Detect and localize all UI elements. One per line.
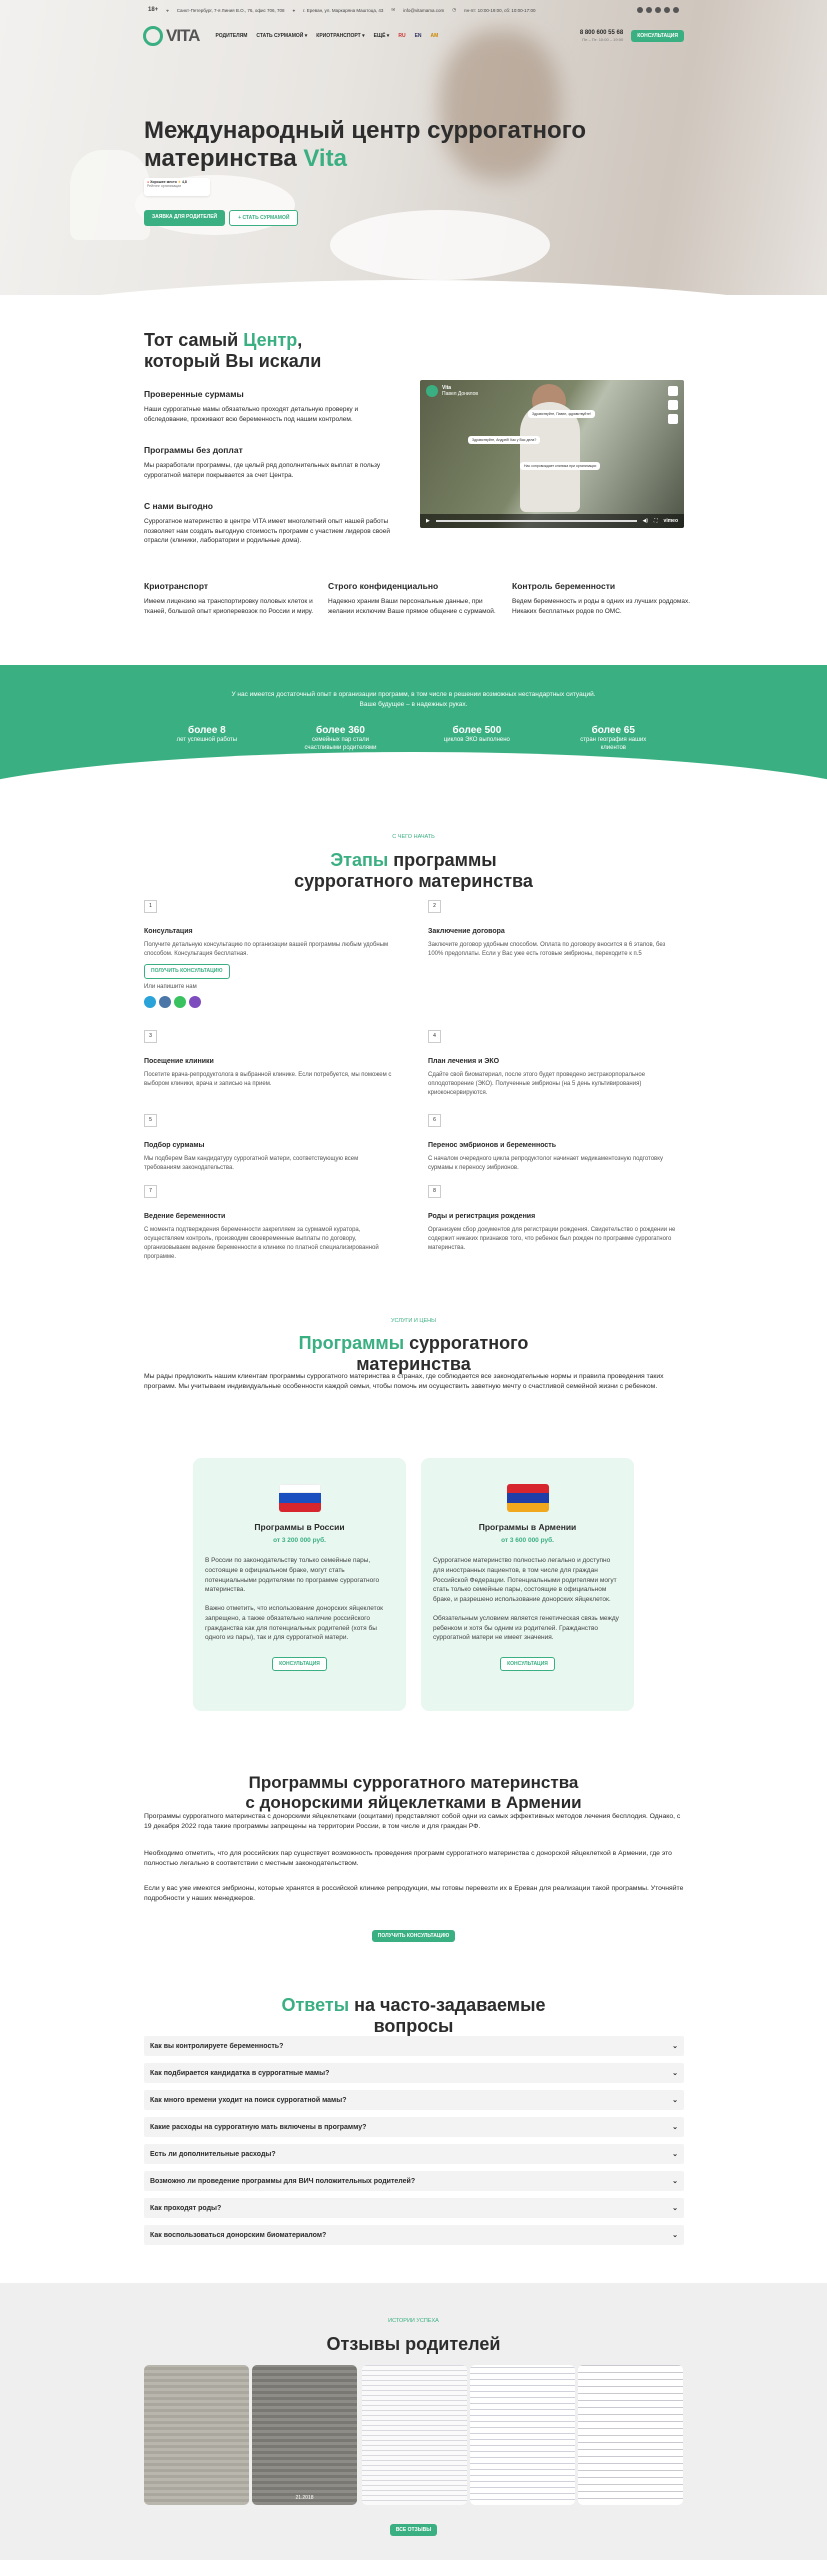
youtube-icon[interactable] [673, 7, 679, 13]
address-spb[interactable]: Санкт-Петербург, 7-я Линия В.О., 76, офис 706, 708 [176, 7, 285, 13]
viber-icon[interactable] [189, 996, 201, 1008]
stat-years: более 8 лет успешной работы [176, 725, 238, 743]
feature-pregnancy: Контроль беременности Ведем беременность и роды в одних из лучших роддомах. Никаких бесплатных родов по ОМС. [512, 581, 691, 615]
chevron-down-icon: ⌄ [672, 2232, 678, 2239]
phone-block[interactable]: 8 800 600 55 68 Пн – Пт: 10:00 – 19:00 [579, 29, 624, 43]
clock-icon[interactable] [668, 400, 678, 410]
program-card-armenia: Программы в Армении от 3 600 000 руб. Суррогатное материнство полностью легально и доступно для иностранных пациентов, в том числе для граждан Российской Федерации. Потенциальными родителями могут стать только семейные пары, состоящие в официальном браке, и разрешено использование донорских яйцеклеток. Обязательным условием является генетическая связь между ребенком и хотя бы одним из родителей. Гражданство суррогатной матери не имеет значения. КОНСУЛЬТАЦИЯ [421, 1458, 634, 1711]
stage-7: 7 Ведение беременности С момента подтверждения беременности закрепляем за сурмамой куратора, осуществляем контроль, производим своевременные выплаты по договору, организовываем ведение беременности в клинике по платной специализированной программе. [144, 1185, 394, 1262]
fullscreen-icon[interactable]: ⛶ [654, 518, 658, 524]
reviews-title: Отзывы родителей [326, 2334, 501, 2354]
review-image[interactable] [470, 2365, 575, 2505]
hero-title: Международный центр суррогатного материнства Vita [144, 117, 587, 173]
program-card-russia: Программы в России от 3 200 000 руб. В России по законодательству только семейные пары, состоящие в официальном браке, могут стать потенциальными родителями по программе суррогатного материнства. Важно отметить, что использование донорских яйцеклеток запрещено, а также обязательно наличие российского гражданства как для потенциальных родителей (хотя бы одного из пары), так и для суррогатной матери. КОНСУЛЬТАЦИЯ [193, 1458, 406, 1711]
faq-item[interactable]: Возможно ли проведение программы для ВИЧ положительных родителей? ⌄ [144, 2171, 684, 2191]
review-image[interactable] [144, 2365, 249, 2505]
video-progress[interactable] [436, 520, 637, 522]
pin-icon: ⌖ [292, 7, 296, 13]
nav-item-cryo[interactable]: КРИОТРАНСПОРТ ▾ [316, 33, 365, 39]
stage-6: 6 Перенос эмбрионов и беременность С началом очередного цикла репродуктолог начинает медикаментозную подготовку сурмамы к переносу эмбрионов. [428, 1114, 678, 1173]
faq-item[interactable]: Как много времени уходит на поиск суррогатной мамы? ⌄ [144, 2090, 684, 2110]
top-bar [0, 0, 827, 20]
stage-8: 8 Роды и регистрация рождения Организуем сбор документов для регистрации рождения. Свидетельство о рождении не содержит никаких признаков того, что ребенок был рожден по программе суррогатного материнства. [428, 1185, 678, 1253]
feature-verified: Проверенные сурмамы Наши суррогатные мамы обязательно проходят детальную проверку и обследование, проживают всю беременность под нашим контролем. [144, 389, 359, 423]
lang-en[interactable]: EN [414, 33, 422, 39]
donor-paragraph-3: Если у вас уже имеются эмбрионы, которые хранятся в российской клинике репродукции, мы готовы перевезти их в Ереван для реализации такой программы. Уточняйте подробности у наших менеджеров. [144, 1885, 684, 1903]
donor-title: Программы суррогатного материнства с донорскими яйцеклетками в Армении [245, 1773, 582, 1812]
feature-confidential: Строго конфиденциально Надежно храним Ваши персональные данные, при желании исключим Ваше прямое общение с сурмамой. [328, 581, 496, 615]
stage-1: 1 Консультация Получите детальную консультацию по организации вашей программы любым удобным способом. Консультация бесплатная. ПОЛУЧИТЬ КОНСУЛЬТАЦИЮ Или напишите нам [144, 900, 394, 1008]
logo-icon [143, 26, 163, 46]
reviews-kicker: ИСТОРИИ УСПЕХА [388, 2318, 439, 2324]
lang-ru[interactable]: RU [398, 33, 406, 39]
become-surrogate-button[interactable]: + СТАТЬ СУРМАМОЙ [229, 210, 298, 226]
lang-am[interactable]: AM [430, 33, 439, 39]
share-icon[interactable] [668, 414, 678, 424]
video-player[interactable]: Vita Павел Донилов Здравствуйте, Павел, здравствуйте! Здравствуйте, Андрей! Как у Вас дела? Нас сопровождает клиника при организации ▶ ◀) ⛶ vimeo [420, 380, 684, 528]
mail-icon: ✉ [391, 7, 396, 12]
clock-icon: ◷ [452, 7, 457, 12]
faq-item[interactable]: Как воспользоваться донорским биоматериалом? ⌄ [144, 2225, 684, 2245]
volume-icon[interactable]: ◀) [642, 518, 649, 524]
feature-cryo: Криотранспорт Имеем лицензию на транспортировку половых клеток и тканей, большой опыт криоперевозок по России и миру. [144, 581, 314, 615]
review-image[interactable] [362, 2365, 467, 2505]
armenia-consult-button[interactable]: КОНСУЛЬТАЦИЯ [500, 1657, 555, 1671]
armenia-flag-icon [507, 1484, 549, 1512]
faq-item[interactable]: Какие расходы на суррогатную мать включены в программу? ⌄ [144, 2117, 684, 2137]
whatsapp-icon[interactable] [655, 7, 661, 13]
vk-icon[interactable] [646, 7, 652, 13]
consult-button[interactable]: КОНСУЛЬТАЦИЯ [631, 30, 684, 42]
logo[interactable]: VITA [143, 26, 199, 46]
faq-item[interactable]: Как вы контролируете беременность? ⌄ [144, 2036, 684, 2056]
stage-3: 3 Посещение клиники Посетите врача-репродуктолога в выбранной клинике. Если потребуется, мы поможем с выбором клиники, врача и записью на прием. [144, 1030, 394, 1089]
whatsapp-icon[interactable] [174, 996, 186, 1008]
programs-intro: Мы рады предложить нашим клиентам программы суррогатного материнства в странах, где соблюдается все законодательные нормы и правила проведения таких программ. Мы учитываем индивидуальные особенности каждой семьи, чтобы помочь им осуществить заветную мечту о счастливой семейной жизни с ребенком. [144, 1373, 664, 1391]
faq-title: Ответы на часто-задаваемые вопросы [281, 1995, 546, 2036]
video-controls: ▶ ◀) ⛶ vimeo [420, 514, 684, 528]
chevron-down-icon: ⌄ [672, 2178, 678, 2185]
chevron-down-icon: ⌄ [672, 2205, 678, 2212]
stats [145, 725, 685, 753]
chevron-down-icon: ⌄ [672, 2124, 678, 2131]
russia-flag-icon [279, 1484, 321, 1512]
donor-consult-button[interactable]: ПОЛУЧИТЬ КОНСУЛЬТАЦИЮ [372, 1930, 456, 1942]
feature-no-extra: Программы без доплат Мы разработали программы, где целый ряд дополнительных выплат в пользу суррогатной матери покрывается за счет Центра. [144, 445, 381, 479]
band-text: У нас имеется достаточный опыт в организации программ, в том числе в решении возможных нестандартных ситуаций. Ваше будущее – в надежных руках. [231, 691, 596, 708]
nav-item-surrogate[interactable]: СТАТЬ СУРМАМОЙ ▾ [256, 33, 308, 39]
chevron-down-icon: ⌄ [672, 2070, 678, 2077]
faq-item[interactable]: Как проходят роды? ⌄ [144, 2198, 684, 2218]
programs-title: Программы суррогатного материнства [298, 1333, 529, 1374]
programs-kicker: УСЛУГИ И ЦЕНЫ [391, 1318, 436, 1324]
main-nav [0, 20, 827, 52]
vk-icon[interactable] [159, 996, 171, 1008]
stage-5: 5 Подбор сурмамы Мы подберем Вам кандидатуру суррогатной матери, соответствующую всем требованиям законодательства. [144, 1114, 394, 1173]
stages-title: Этапы программы суррогатного материнства [294, 850, 533, 891]
review-image[interactable]: 21.2018 [252, 2365, 357, 2505]
play-icon[interactable]: ▶ [426, 518, 430, 524]
stat-countries: более 65 стран география наших клиентов [580, 725, 647, 752]
rating-badge[interactable]: ● Хорошее место ★ 4,8 Рейтинг организации [144, 178, 210, 196]
pin-icon: ⌖ [166, 7, 169, 13]
telegram-icon[interactable] [144, 996, 156, 1008]
parents-request-button[interactable]: ЗАЯВКА ДЛЯ РОДИТЕЛЕЙ [144, 210, 225, 226]
stage-consult-button[interactable]: ПОЛУЧИТЬ КОНСУЛЬТАЦИЮ [144, 964, 230, 980]
stat-cycles: более 500 циклов ЭКО выполнено [443, 725, 510, 743]
like-icon[interactable] [668, 386, 678, 396]
chevron-down-icon: ⌄ [672, 2097, 678, 2104]
age-label: 18+ [148, 7, 159, 13]
faq-item[interactable]: Как подбирается кандидатка в суррогатные мамы? ⌄ [144, 2063, 684, 2083]
all-reviews-button[interactable]: ВСЕ ОТЗЫВЫ [390, 2524, 437, 2536]
faq-item[interactable]: Есть ли дополнительные расходы? ⌄ [144, 2144, 684, 2164]
feature-profitable: С нами выгодно Суррогатное материнство в центре VITA имеет многолетний опыт нашей работы позволяет нам создать выгодную стоимость программ с участием лидеров своей отрасли (клиники, лаборатории и родильные дома). [144, 501, 391, 545]
viber-icon[interactable] [664, 7, 670, 13]
donor-paragraph-2: Необходимо отметить, что для российских пар существует возможность проведения программ суррогатного материнства с донорской яйцеклеткой в Армении, где это полностью легально в соответствии с местным законодательством. [144, 1850, 672, 1868]
stage-4: 4 План лечения и ЭКО Сдайте свой биоматериал, после этого будет проведено экстракорпоральное оплодотворение (ЭКО). Полученные эмбрионы (на 5 день культивирования) криоконсервируются. [428, 1030, 678, 1098]
nav-item-more[interactable]: ЕЩЁ ▾ [373, 33, 390, 39]
stages-kicker: С ЧЕГО НАЧАТЬ [392, 834, 435, 840]
nav-item-parents[interactable]: РОДИТЕЛЯМ [215, 33, 248, 39]
about-title: Тот самый Центр, который Вы искали [144, 330, 322, 371]
chevron-down-icon: ⌄ [672, 2151, 678, 2158]
chevron-down-icon: ⌄ [672, 2043, 678, 2050]
telegram-icon[interactable] [637, 7, 643, 13]
russia-consult-button[interactable]: КОНСУЛЬТАЦИЯ [272, 1657, 327, 1671]
stat-couples: более 360 семейных пар стали счастливыми родителями [304, 725, 377, 752]
hours-label: пн-пт: 10:00-19:00, сб: 10:00-17:00 [464, 7, 536, 13]
channel-icon [426, 385, 438, 397]
donor-paragraph-1: Программы суррогатного материнства с донорскими яйцеклетками (ооцитами) представляют собой одни из самых эффективных методов лечения бесплодия. Однако, с 19 декабря 2022 года такие программы запрещены на территории России, в том числе и для граждан РФ. [144, 1813, 681, 1831]
address-yerevan[interactable]: г. Ереван, ул. Маркаряна Маштоца, 43 [303, 7, 384, 13]
review-image[interactable] [578, 2365, 683, 2505]
email-link[interactable]: info@vitamama.com [403, 7, 445, 13]
stage-2: 2 Заключение договора Заключите договор удобным способом. Оплата по договору вносится в 6 этапов, без 100% предоплаты. Если у Вас уже есть готовые эмбрионы, переходите к п.5 [428, 900, 678, 959]
